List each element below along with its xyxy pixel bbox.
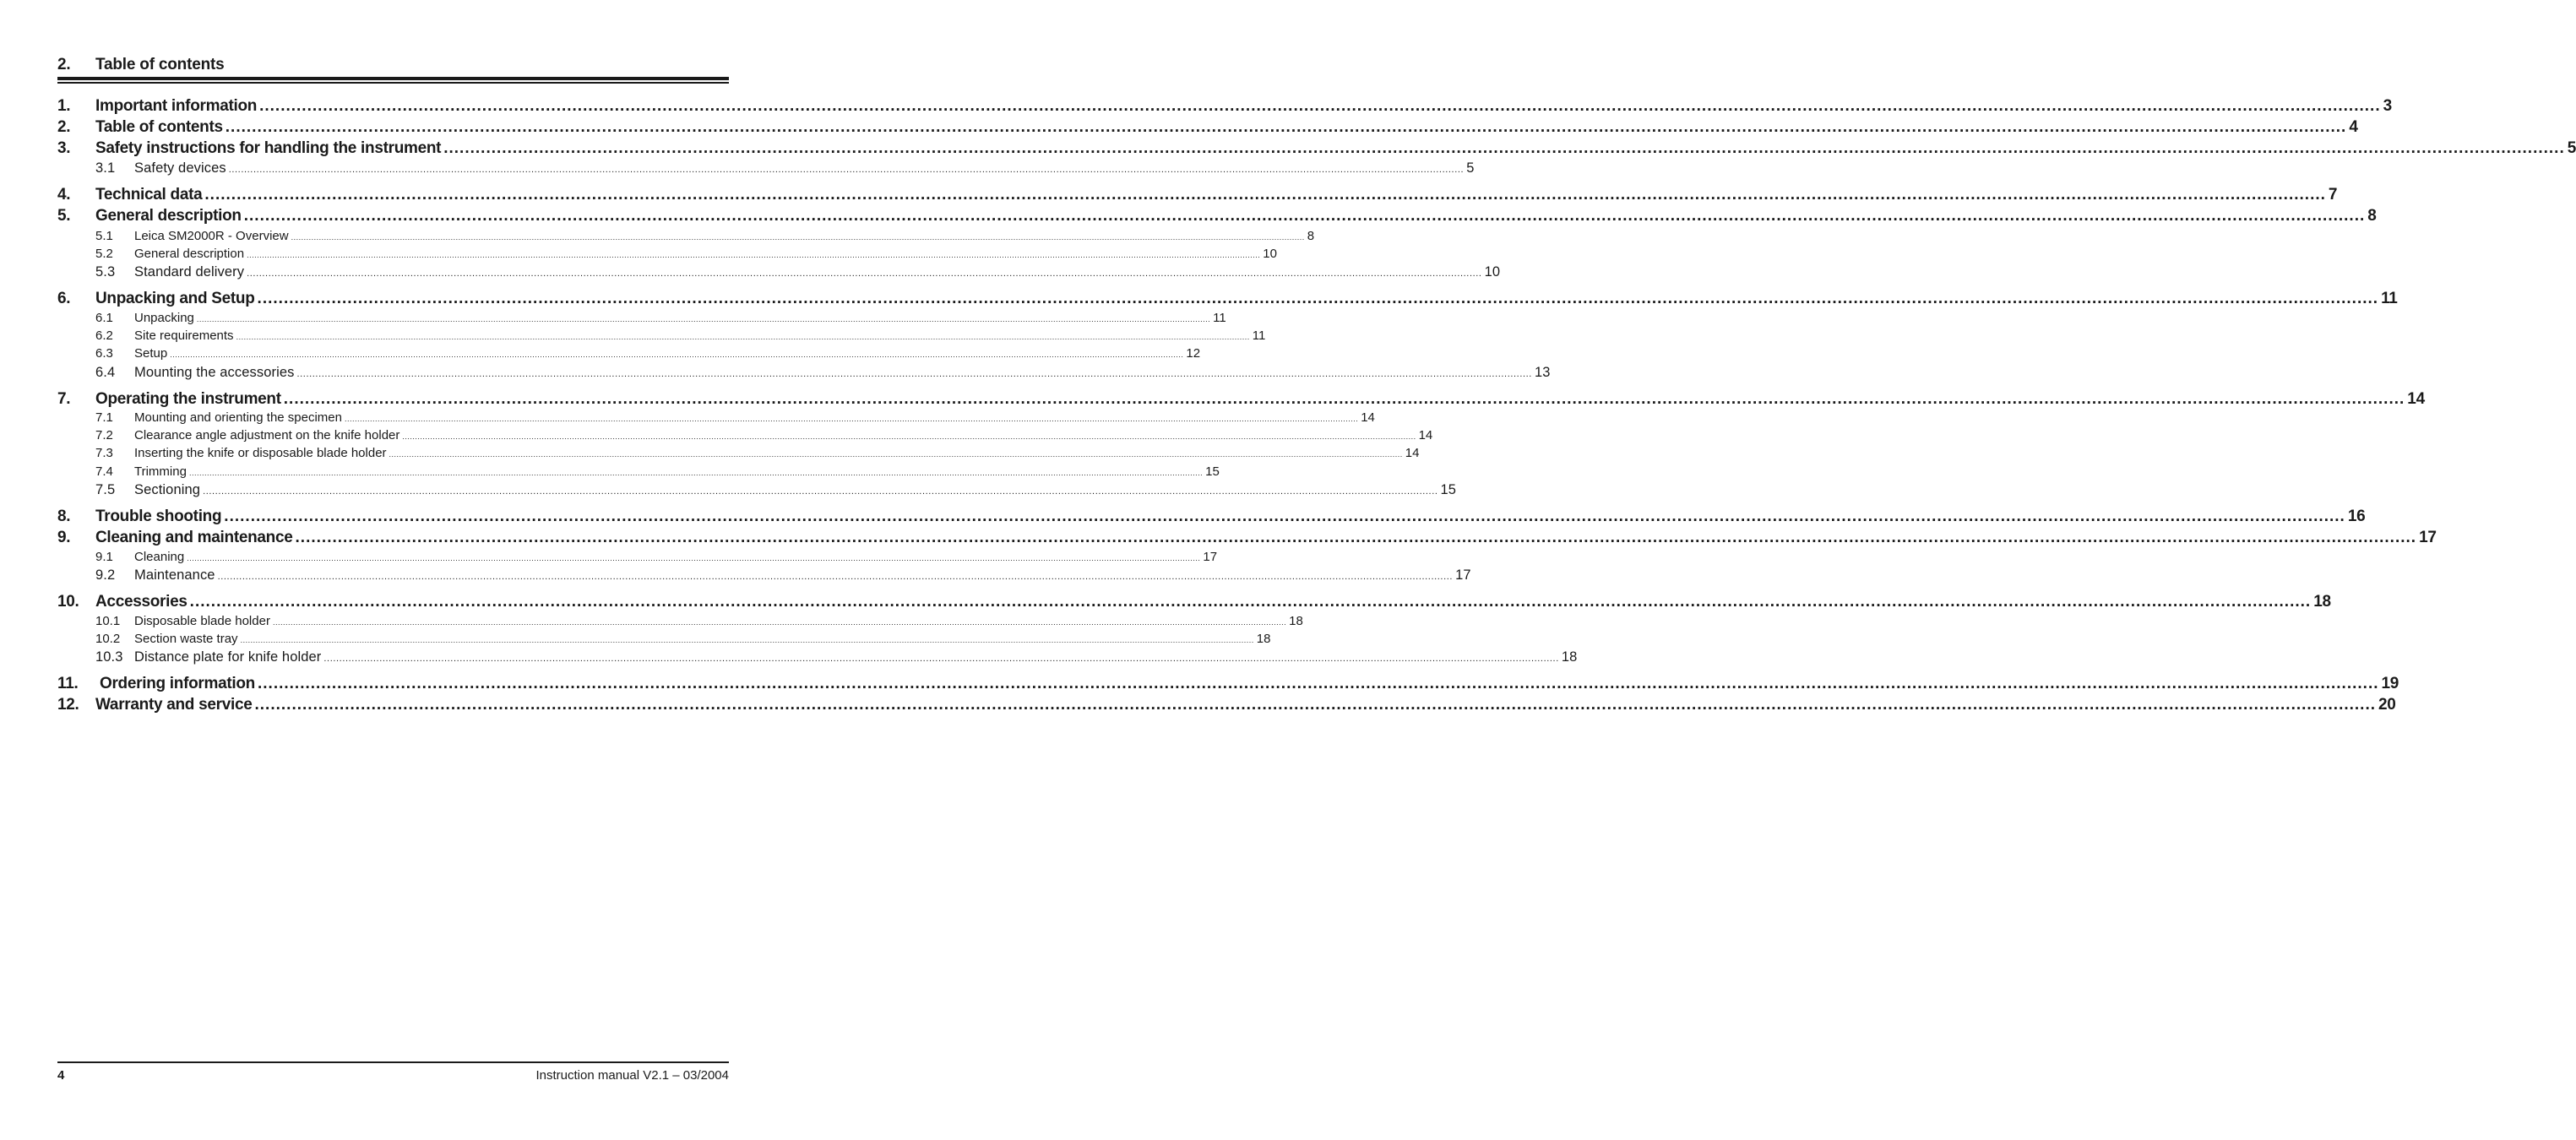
toc-entry-number: 10.1 [95, 614, 121, 628]
toc-dot-leader: ................................................................................................................................................................................................................................................................................................................................................................................................................ [272, 618, 1287, 627]
toc-dot-leader: ................................................................................................................................................................................................................................................................................................................................................................................................................ [259, 97, 2381, 115]
toc-entry[interactable] [57, 696, 2396, 714]
toc-entry-page: 14 [1405, 446, 1420, 460]
toc-entry-page: 5 [1466, 160, 1475, 176]
toc-dot-leader: ................................................................................................................................................................................................................................................................................................................................................................................................................ [254, 696, 2377, 714]
header-rule-thick [57, 77, 729, 80]
toc-entry-label: Trouble shooting [95, 508, 222, 525]
toc-entry-label: Section waste tray [134, 632, 238, 646]
toc-entry-number: 7.5 [95, 482, 116, 497]
toc-dot-leader: ................................................................................................................................................................................................................................................................................................................................................................................................................ [323, 654, 1559, 664]
toc-entry-label: Unpacking and Setup [95, 290, 255, 307]
toc-entry-page: 13 [1534, 365, 1551, 380]
toc-entry[interactable] [57, 390, 2425, 409]
toc-dot-leader: ................................................................................................................................................................................................................................................................................................................................................................................................................ [389, 450, 1403, 459]
toc-entry-label: Important information [95, 97, 258, 115]
toc-entry-label: Cleaning [134, 550, 185, 564]
toc-dot-leader: ................................................................................................................................................................................................................................................................................................................................................................................................................ [204, 186, 2326, 204]
toc-entry-number: 6.3 [95, 346, 113, 361]
toc-entry-number: 5.3 [95, 264, 116, 280]
toc-entry[interactable] [57, 118, 2358, 137]
toc-entry[interactable] [57, 264, 1501, 280]
toc-entry-label: Accessories [95, 593, 187, 611]
toc-entry-number: 1. [57, 97, 71, 115]
toc-entry[interactable] [57, 311, 1226, 325]
toc-entry-page: 15 [1440, 482, 1457, 497]
toc-entry-page: 18 [1561, 649, 1578, 665]
toc-entry-page: 19 [2381, 675, 2399, 692]
toc-dot-leader: ................................................................................................................................................................................................................................................................................................................................................................................................................ [283, 390, 2405, 408]
toc-entry-label: Mounting and orienting the specimen [134, 410, 342, 425]
toc-entry-number: 12. [57, 696, 79, 714]
toc-dot-leader: ................................................................................................................................................................................................................................................................................................................................................................................................................ [295, 529, 2417, 546]
toc-entry-label: Safety instructions for handling the instrument [95, 139, 442, 157]
toc-dot-leader: ................................................................................................................................................................................................................................................................................................................................................................................................................ [236, 333, 1250, 341]
toc-entry-number: 7.2 [95, 428, 113, 442]
toc-dot-leader: ................................................................................................................................................................................................................................................................................................................................................................................................................ [187, 554, 1201, 562]
footer-rule [57, 1061, 729, 1063]
toc-entry-number: 10.2 [95, 632, 121, 646]
toc-entry-number: 8. [57, 508, 71, 525]
toc-entry-page: 18 [1256, 632, 1271, 646]
toc-entry-page: 20 [2378, 696, 2396, 714]
toc-entry-label: Setup [134, 346, 168, 361]
toc-entry-number: 3.1 [95, 160, 116, 176]
toc-entry-label: Ordering information [95, 675, 255, 692]
toc-entry-page: 18 [2313, 593, 2331, 611]
toc-entry-label: Maintenance [134, 567, 215, 583]
toc-entry[interactable] [57, 446, 1420, 460]
toc-entry-page: 14 [1361, 410, 1375, 425]
toc-entry[interactable] [57, 508, 2366, 526]
toc-entry-label: Cleaning and maintenance [95, 529, 293, 546]
toc-entry-number: 4. [57, 186, 71, 204]
toc-entry[interactable] [57, 464, 1220, 479]
toc-entry-page: 14 [2407, 390, 2425, 408]
toc-entry-page: 11 [1252, 328, 1266, 343]
toc-entry[interactable] [57, 160, 1475, 176]
toc-dot-leader: ................................................................................................................................................................................................................................................................................................................................................................................................................ [247, 251, 1261, 259]
toc-entry-page: 17 [1455, 567, 1471, 583]
section-number: 2. [57, 56, 71, 73]
toc-entry-page: 5 [2567, 139, 2576, 157]
toc-entry[interactable] [57, 632, 1271, 646]
toc-dot-leader: ................................................................................................................................................................................................................................................................................................................................................................................................................ [257, 290, 2379, 307]
toc-entry[interactable] [57, 550, 1218, 564]
toc-entry-page: 15 [1205, 464, 1220, 479]
toc-entry-number: 9.2 [95, 567, 116, 583]
toc-entry-label: Sectioning [134, 482, 201, 497]
toc-entry[interactable] [57, 290, 2398, 308]
toc-entry-label: Warranty and service [95, 696, 253, 714]
toc-entry[interactable] [57, 365, 1551, 381]
footer-document-info: Instruction manual V2.1 – 03/2004 [535, 1068, 729, 1083]
toc-entry-number: 6.1 [95, 311, 113, 325]
toc-dot-leader: ................................................................................................................................................................................................................................................................................................................................................................................................................ [170, 350, 1184, 359]
toc-entry[interactable] [57, 247, 1277, 261]
toc-dot-leader: ................................................................................................................................................................................................................................................................................................................................................................................................................ [196, 315, 1211, 323]
toc-entry-number: 6. [57, 290, 71, 307]
footer-page-number: 4 [57, 1068, 65, 1083]
toc-entry[interactable] [57, 482, 1457, 498]
toc-entry-page: 3 [2383, 97, 2392, 115]
toc-entry-page: 18 [1289, 614, 1303, 628]
section-title: Table of contents [95, 56, 225, 73]
toc-dot-leader: ................................................................................................................................................................................................................................................................................................................................................................................................................ [225, 118, 2347, 136]
toc-dot-leader: ................................................................................................................................................................................................................................................................................................................................................................................................................ [296, 369, 1532, 379]
toc-entry-label: Mounting the accessories [134, 365, 295, 380]
toc-entry-number: 3. [57, 139, 71, 157]
toc-entry-number: 7.3 [95, 446, 113, 460]
toc-entry-number: 7. [57, 390, 71, 408]
toc-dot-leader: ................................................................................................................................................................................................................................................................................................................................................................................................................ [203, 486, 1438, 497]
toc-entry-page: 16 [2347, 508, 2366, 525]
toc-entry[interactable] [57, 207, 2377, 225]
toc-entry-number: 11. [57, 675, 79, 692]
toc-dot-leader: ................................................................................................................................................................................................................................................................................................................................................................................................................ [257, 675, 2379, 692]
toc-entry-number: 6.4 [95, 365, 116, 380]
toc-entry-page: 12 [1186, 346, 1201, 361]
toc-entry-label: Leica SM2000R - Overview [134, 229, 289, 243]
toc-entry-label: Operating the instrument [95, 390, 281, 408]
toc-entry-label: Site requirements [134, 328, 234, 343]
toc-entry-label: Disposable blade holder [134, 614, 270, 628]
toc-entry-number: 5.1 [95, 229, 113, 243]
toc-entry-number: 6.2 [95, 328, 113, 343]
toc-entry[interactable] [57, 186, 2338, 204]
toc-entry-label: Distance plate for knife holder [134, 649, 322, 665]
toc-entry-page: 8 [1307, 229, 1315, 243]
toc-entry-label: Table of contents [95, 118, 223, 136]
toc-entry-label: Safety devices [134, 160, 226, 176]
toc-entry-label: General description [134, 247, 245, 261]
toc-entry[interactable] [57, 139, 2576, 158]
toc-entry-number: 5. [57, 207, 71, 225]
toc-entry[interactable] [57, 97, 2392, 116]
toc-entry[interactable] [57, 229, 1315, 243]
toc-entry-label: General description [95, 207, 242, 225]
toc-entry-page: 4 [2349, 118, 2358, 136]
toc-dot-leader: ................................................................................................................................................................................................................................................................................................................................................................................................................ [188, 469, 1204, 477]
toc-entry-page: 17 [1203, 550, 1218, 564]
toc-entry-number: 10.3 [95, 649, 123, 665]
toc-dot-leader: ................................................................................................................................................................................................................................................................................................................................................................................................................ [291, 233, 1305, 242]
toc-entry[interactable] [57, 614, 1303, 628]
toc-dot-leader: ................................................................................................................................................................................................................................................................................................................................................................................................................ [402, 432, 1416, 441]
toc-entry-number: 9. [57, 529, 71, 546]
toc-entry-label: Trimming [134, 464, 187, 479]
toc-entry[interactable] [57, 328, 1266, 343]
toc-entry-number: 7.1 [95, 410, 113, 425]
toc-entry[interactable] [57, 649, 1578, 665]
toc-entry[interactable] [57, 567, 1471, 584]
header-rule-thin [57, 82, 729, 84]
toc-entry-number: 7.4 [95, 464, 113, 479]
toc-entry[interactable] [57, 428, 1433, 442]
toc-entry-number: 2. [57, 118, 71, 136]
toc-entry-number: 9.1 [95, 550, 113, 564]
toc-entry-label: Clearance angle adjustment on the knife holder [134, 428, 400, 442]
toc-entry-page: 17 [2419, 529, 2437, 546]
toc-entry-page: 14 [1418, 428, 1433, 442]
toc-entry-page: 11 [2381, 290, 2398, 307]
toc-entry[interactable] [57, 675, 2399, 693]
toc-entry-page: 7 [2328, 186, 2338, 204]
section-header [57, 56, 729, 74]
toc-entry-page: 11 [1213, 311, 1226, 325]
toc-entry-label: Technical data [95, 186, 203, 204]
toc-dot-leader: ................................................................................................................................................................................................................................................................................................................................................................................................................ [247, 269, 1482, 279]
toc-entry-page: 10 [1263, 247, 1277, 261]
toc-entry-number: 5.2 [95, 247, 113, 261]
toc-entry[interactable] [57, 346, 1201, 361]
toc-dot-leader: ................................................................................................................................................................................................................................................................................................................................................................................................................ [345, 415, 1359, 423]
toc-dot-leader: ................................................................................................................................................................................................................................................................................................................................................................................................................ [224, 508, 2345, 525]
toc-dot-leader: ................................................................................................................................................................................................................................................................................................................................................................................................................ [240, 636, 1254, 644]
toc-entry-page: 10 [1484, 264, 1501, 280]
toc-entry-label: Standard delivery [134, 264, 245, 280]
toc-entry[interactable] [57, 410, 1375, 425]
document-page [57, 0, 2576, 1140]
toc-dot-leader: ................................................................................................................................................................................................................................................................................................................................................................................................................ [228, 165, 1465, 175]
toc-dot-leader: ................................................................................................................................................................................................................................................................................................................................................................................................................ [217, 572, 1454, 582]
toc-entry-number: 10. [57, 593, 79, 611]
toc-dot-leader: ................................................................................................................................................................................................................................................................................................................................................................................................................ [189, 593, 2312, 611]
toc-entry-page: 8 [2367, 207, 2377, 225]
toc-entry-label: Inserting the knife or disposable blade holder [134, 446, 387, 460]
toc-entry[interactable] [57, 529, 2437, 547]
toc-dot-leader: ................................................................................................................................................................................................................................................................................................................................................................................................................ [443, 139, 2565, 157]
toc-dot-leader: ................................................................................................................................................................................................................................................................................................................................................................................................................ [243, 207, 2366, 225]
toc-entry[interactable] [57, 593, 2331, 611]
toc-entry-label: Unpacking [134, 311, 194, 325]
